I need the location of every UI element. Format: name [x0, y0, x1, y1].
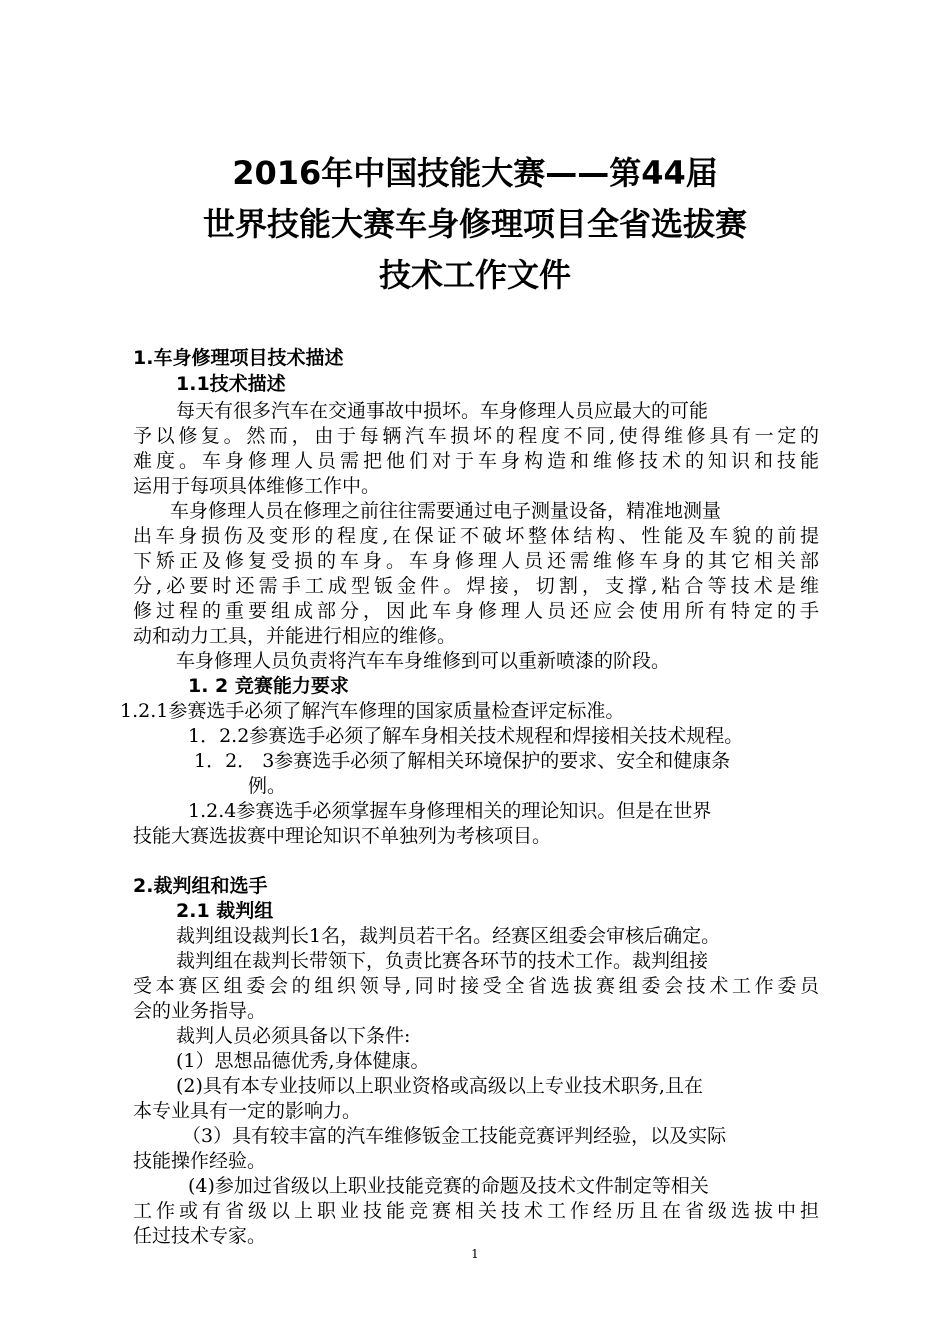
- document-title-line-3: 技术工作文件: [378, 256, 571, 294]
- section-2-1-heading: 2.1 裁判组: [176, 900, 274, 922]
- paragraph-line: 予以修复。然而，由于每辆汽车损坏的程度不同,使得维修具有一定的: [133, 425, 819, 447]
- requirement-line: 1.2.1参赛选手必须了解汽车修理的国家质量检查评定标准。: [120, 700, 625, 722]
- paragraph-line: 受本赛区组委会的组织领导,同时接受全省选拔赛组委会技术工作委员: [133, 975, 819, 997]
- paragraph-line: 裁判组设裁判长1名，裁判员若干名。经赛区组委会审核后确定。: [176, 925, 721, 947]
- paragraph-line: 车身修理人员在修理之前往往需要通过电子测量设备，精准地测量: [170, 500, 722, 522]
- requirement-line: 1．2.2参赛选手必须了解车身相关技术规程和焊接相关技术规程。: [188, 725, 744, 747]
- condition-line: 本专业具有一定的影响力。: [133, 1100, 362, 1122]
- paragraph-line: 修过程的重要组成部分，因此车身修理人员还应会使用所有特定的手: [133, 600, 819, 622]
- section-1-2-heading: 1. 2 竞赛能力要求: [188, 675, 349, 697]
- condition-line: (2)具有本专业技师以上职业资格或高级以上专业技术职务,且在: [176, 1075, 703, 1097]
- paragraph-line: 出车身损伤及变形的程度,在保证不破坏整体结构、性能及车貌的前提: [133, 525, 819, 547]
- paragraph-line: 分,必要时还需手工成型钣金件。焊接，切割，支撑,粘合等技术是维: [133, 575, 819, 597]
- condition-line: （3）具有较丰富的汽车维修钣金工技能竞赛评判经验，以及实际: [182, 1125, 727, 1147]
- section-1-heading: 1.车身修理项目技术描述: [133, 347, 344, 369]
- paragraph-line: 裁判人员必须具备以下条件:: [176, 1025, 411, 1047]
- requirement-line: 技能大赛选拔赛中理论知识不单独列为考核项目。: [133, 825, 552, 847]
- paragraph-line: 运用于每项具体维修工作中。: [133, 475, 381, 497]
- condition-line: (1）思想品德优秀,身体健康。: [176, 1050, 430, 1072]
- condition-line: (4)参加过省级以上职业技能竞赛的命题及技术文件制定等相关: [188, 1175, 709, 1197]
- requirement-line: 例。: [248, 775, 287, 797]
- requirement-line: 1．2． 3参赛选手必须了解相关环境保护的要求、安全和健康条: [194, 750, 731, 772]
- document-title-line-1: 2016年中国技能大赛——第44届: [232, 154, 718, 192]
- condition-line: 任过技术专家。: [133, 1225, 267, 1247]
- paragraph-line: 动和动力工具，并能进行相应的维修。: [133, 625, 457, 647]
- condition-line: 技能操作经验。: [133, 1150, 267, 1172]
- paragraph-line: 难度。车身修理人员需把他们对于车身构造和维修技术的知识和技能: [133, 450, 819, 472]
- paragraph-line: 裁判组在裁判长带领下，负责比赛各环节的技术工作。裁判组接: [176, 950, 709, 972]
- requirement-line: 1.2.4参赛选手必须掌握车身修理相关的理论知识。但是在世界: [188, 800, 712, 822]
- paragraph-line: 下矫正及修复受损的车身。车身修理人员还需维修车身的其它相关部: [133, 550, 819, 572]
- paragraph-line: 每天有很多汽车在交通事故中损坏。车身修理人员应最大的可能: [176, 400, 709, 422]
- paragraph-line: 车身修理人员负责将汽车车身维修到可以重新喷漆的阶段。: [176, 650, 671, 672]
- paragraph-line: 会的业务指导。: [133, 1000, 267, 1022]
- section-2-heading: 2.裁判组和选手: [133, 875, 268, 897]
- section-1-1-heading: 1.1技术描述: [176, 373, 286, 395]
- page-number: 1: [471, 1247, 479, 1261]
- condition-line: 工作或有省级以上职业技能竞赛相关技术工作经历且在省级选拔中担: [133, 1200, 819, 1222]
- document-title-line-2: 世界技能大赛车身修理项目全省选拔赛: [202, 205, 747, 243]
